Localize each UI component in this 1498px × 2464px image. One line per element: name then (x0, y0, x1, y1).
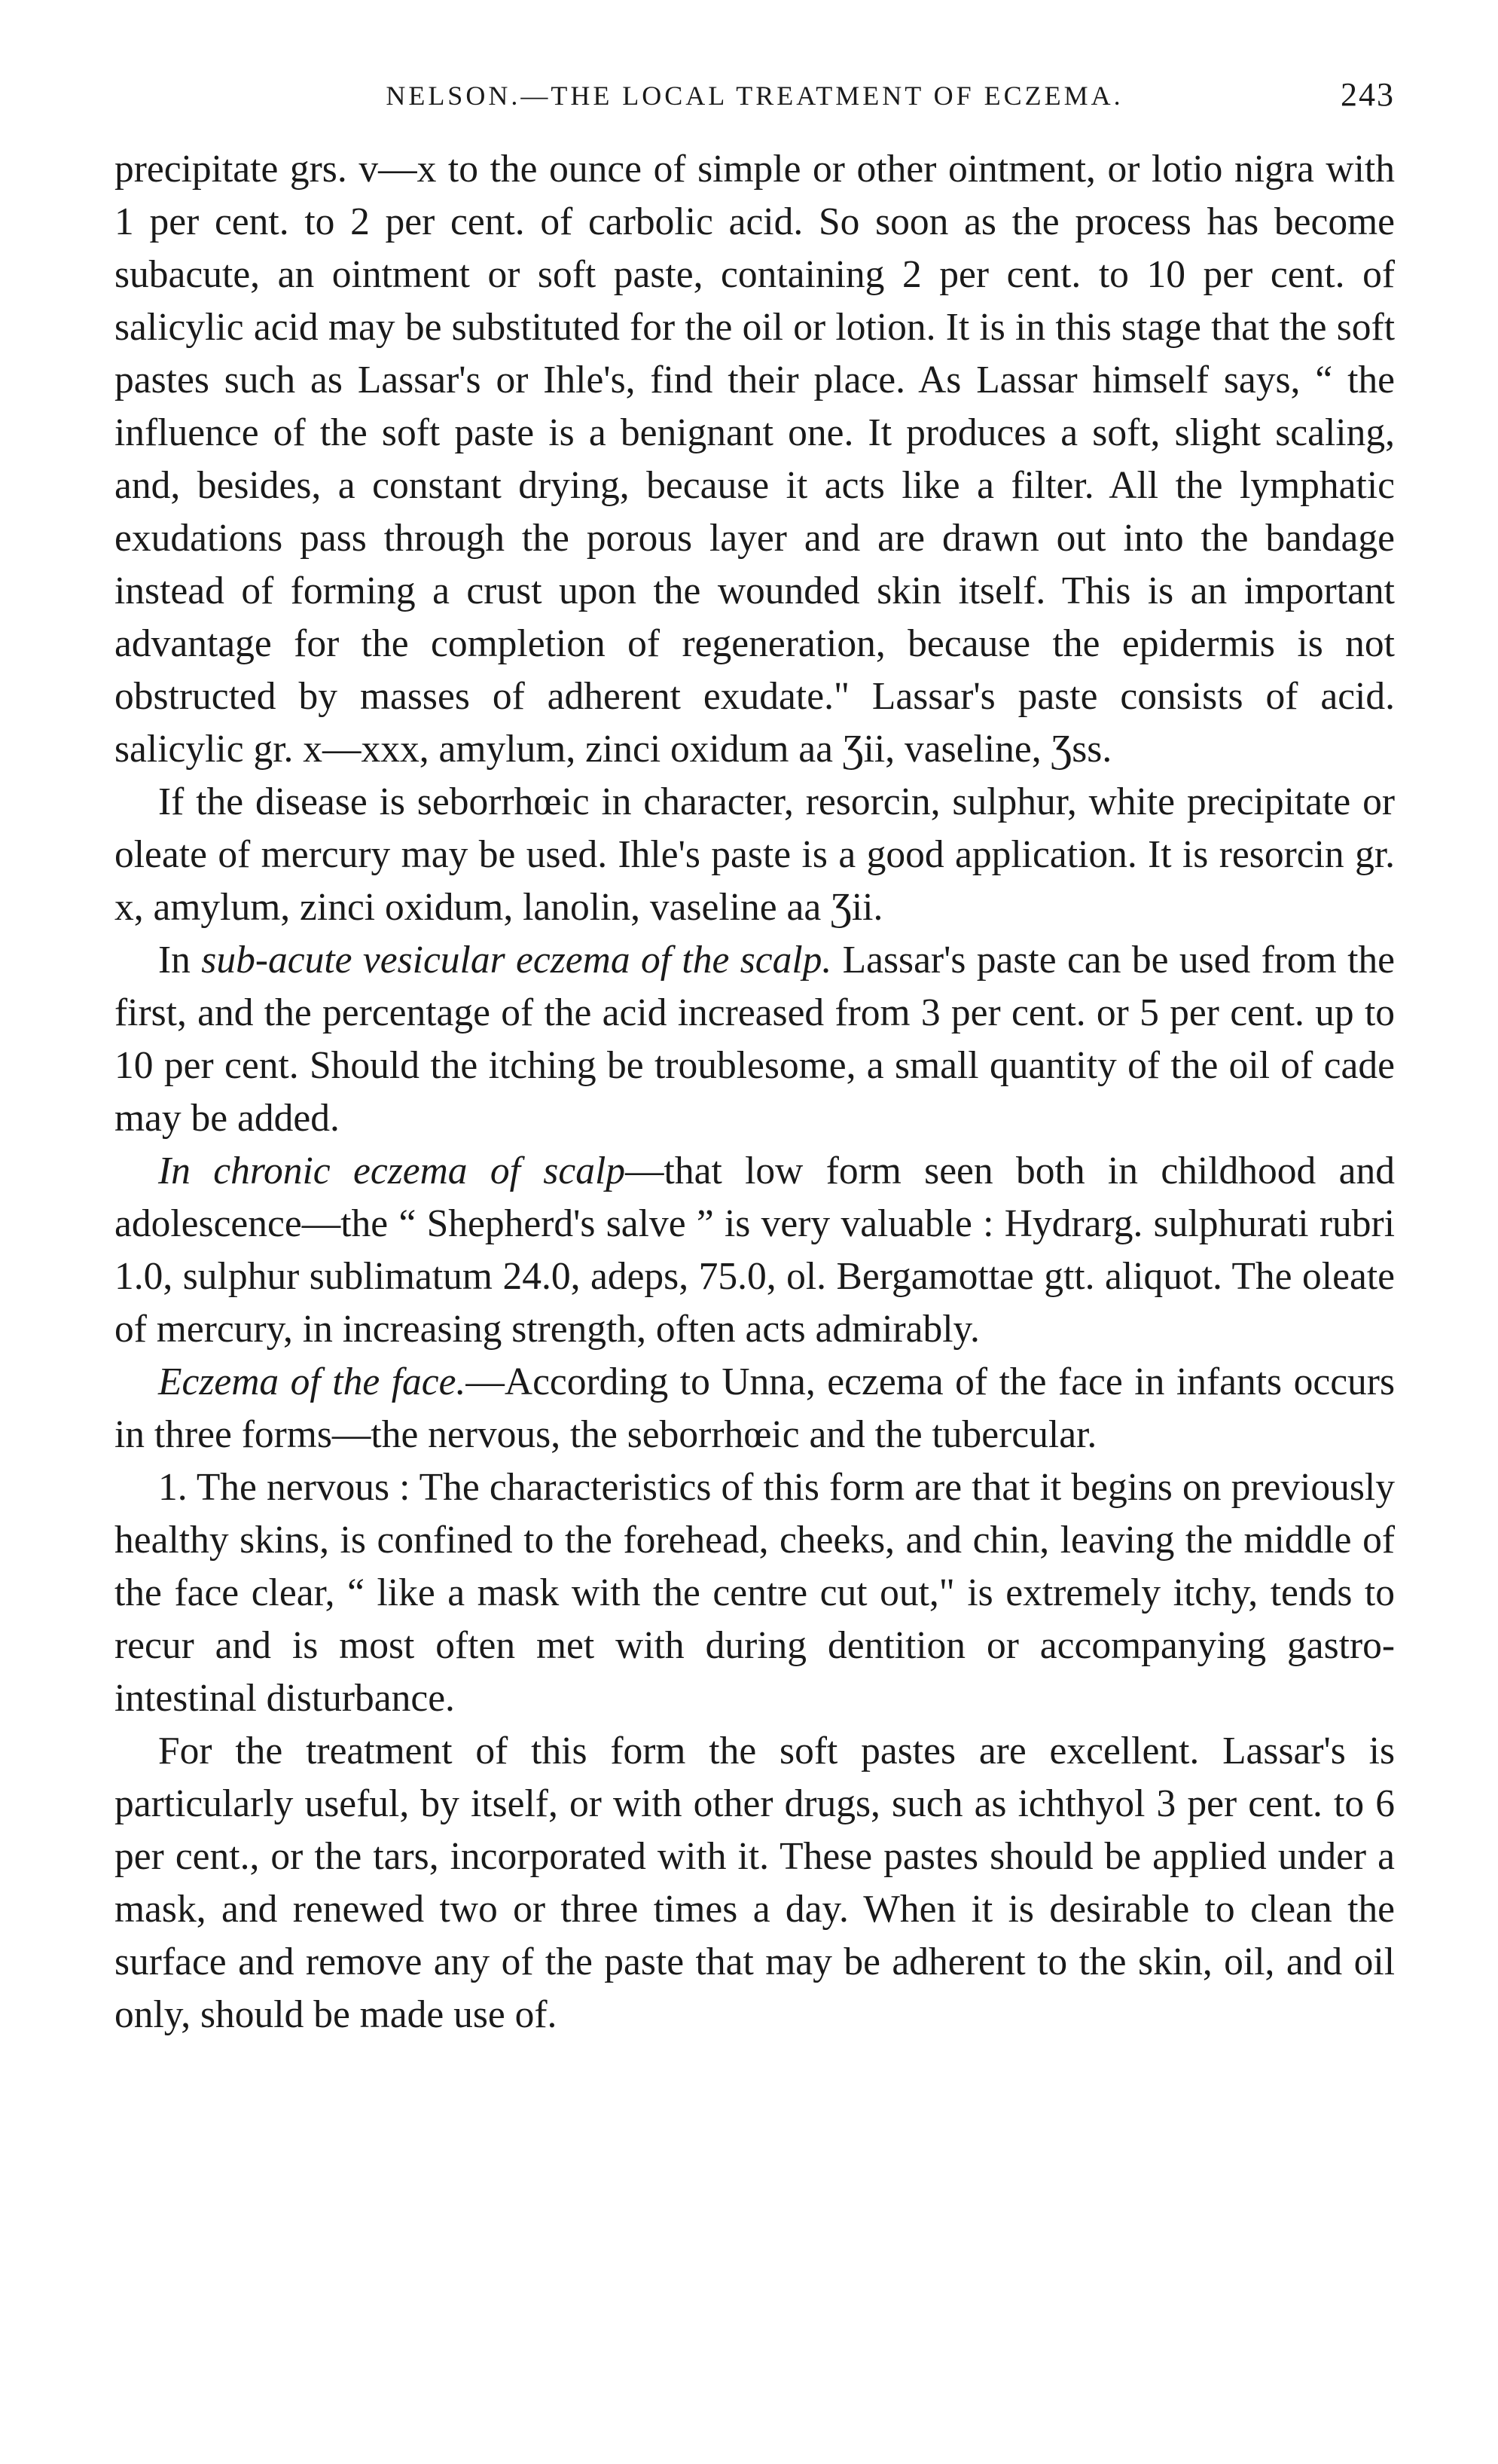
paragraph-4-italic-lead: In chronic eczema of scalp (158, 1150, 626, 1192)
paragraph-5 (114, 1356, 1395, 1461)
paragraph-5-text: —According to Unna, eczema of the face in infants occurs in three forms—the nervous, the seborrhœic and the tubercular. (114, 1360, 1395, 1456)
paragraph-5-italic-lead: Eczema of the face. (158, 1360, 466, 1403)
paragraph-4 (114, 1145, 1395, 1356)
document-page (114, 72, 1395, 2041)
paragraph-6 (114, 1461, 1395, 1725)
paragraph-3-italic-lead: sub-acute vesicular eczema of the scalp. (201, 939, 832, 982)
paragraph-7 (114, 1725, 1395, 2041)
running-head (114, 72, 1395, 133)
paragraph-7-text: For the treatment of this form the soft pastes are excellent. Lassar's is particularly useful, by itself, or with other drugs, such as ichthyol 3 per cent. to 6 per cent., or the tars, incorporated with it. These pastes should be applied under a mask, and renewed two or three times a day. When it is desirable to clean the surface and remove any of the paste that may be adherent to the skin, oil, and oil only, should be made use of. (114, 1730, 1395, 2036)
paragraph-2-text: If the disease is seborrhœic in character, resorcin, sulphur, white precipitate or oleate of mercury may be used. Ihle's paste is a good application. It is resorcin gr. x, amylum, zinci oxidum, lanolin, vaseline aa Ʒii. (114, 780, 1395, 929)
paragraph-3-text: Lassar's paste can be used from the first, and the percentage of the acid increased from 3 per cent. or 5 per cent. up to 10 per cent. Should the itching be troublesome, a small quantity of the oil of cade may be added. (114, 939, 1395, 1140)
paragraph-3-prefix: In (158, 939, 202, 982)
page-number: 243 (1341, 76, 1395, 113)
paragraph-3 (114, 934, 1395, 1145)
paragraph-6-text: 1. The nervous : The characteristics of this form are that it begins on previously healthy skins, is confined to the forehead, cheeks, and chin, leaving the middle of the face clear, “ like a mask with the centre cut out," is extremely itchy, tends to recur and is most often met with during dentition or accompanying gastro-intestinal disturbance. (114, 1466, 1395, 1720)
body-text (114, 143, 1395, 2041)
paragraph-2 (114, 776, 1395, 934)
running-title: NELSON.—THE LOCAL TREATMENT OF ECZEMA. (386, 81, 1124, 111)
paragraph-1 (114, 143, 1395, 776)
paragraph-4-text: —that low form seen both in childhood and adolescence—the “ Shepherd's salve ” is very valuable : Hydrarg. sulphurati rubri 1.0, sulphur sublimatum 24.0, adeps, 75.0, ol. Bergamottae gtt. aliquot. The oleate of mercury, in increasing strength, often acts admirably. (114, 1150, 1395, 1351)
paragraph-1-text: precipitate grs. v—x to the ounce of simple or other ointment, or lotio nigra with 1 per cent. to 2 per cent. of carbolic acid. So soon as the process has become subacute, an ointment or soft paste, containing 2 per cent. to 10 per cent. of salicylic acid may be substituted for the oil or lotion. It is in this stage that the soft pastes such as Lassar's or Ihle's, find their place. As Lassar himself says, “ the influence of the soft paste is a benignant one. It produces a soft, slight scaling, and, besides, a constant drying, because it acts like a filter. All the lymphatic exudations pass through the porous layer and are drawn out into the bandage instead of forming a crust upon the wounded skin itself. This is an important advantage for the completion of regeneration, because the epidermis is not obstructed by masses of adherent exudate." Lassar's paste consists of acid. salicylic gr. x—xxx, amylum, zinci oxidum aa Ʒii, vaseline, Ʒss. (114, 148, 1395, 771)
